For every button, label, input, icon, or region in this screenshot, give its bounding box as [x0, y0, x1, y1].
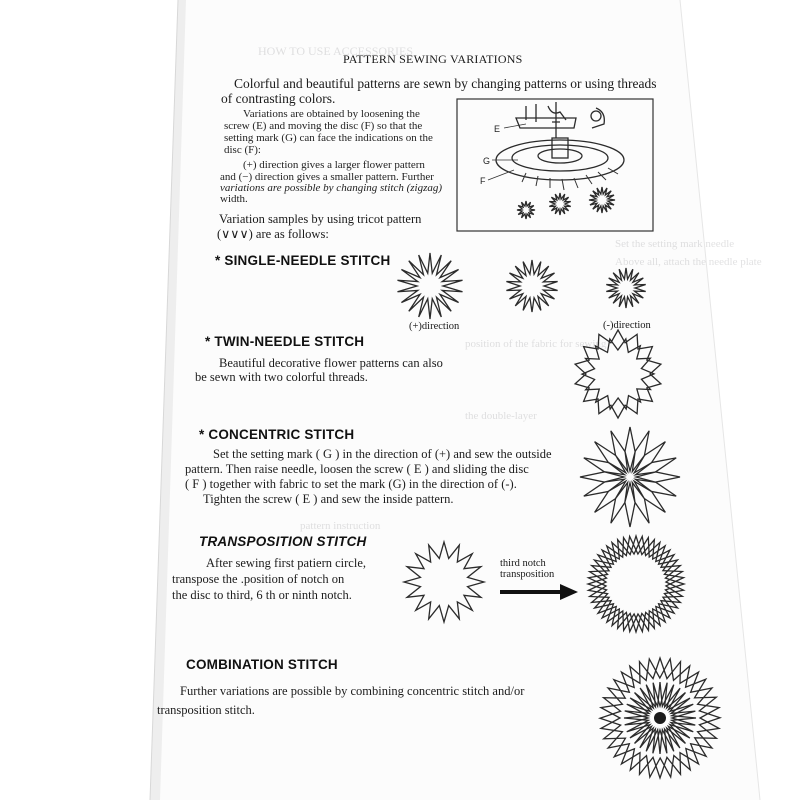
bleed-through-heading: HOW TO USE ACCESSORIES: [258, 44, 414, 58]
direction-line: width.: [220, 193, 248, 205]
transposition-line: After sewing first patiern circle,: [206, 556, 367, 570]
twin-needle-line: Beautiful decorative flower patterns can also: [219, 356, 443, 370]
arrow-label-line: third notch: [500, 558, 546, 569]
variation-line: setting mark (G) can face the indications on the: [224, 132, 433, 144]
transposition-line: the disc to third, 6 th or ninth notch.: [172, 588, 352, 602]
bleed-through-line: Set the setting mark needle: [615, 238, 735, 250]
flower-icon: [404, 542, 484, 622]
combination-line: Further variations are possible by combining concentric stitch and/or: [180, 684, 525, 698]
transposition-heading: TRANSPOSITION STITCH: [199, 534, 367, 549]
mini-flower-icon: [549, 193, 570, 215]
variation-line: Variations are obtained by loosening the: [243, 108, 420, 120]
minus-direction-label: (-)direction: [603, 320, 651, 331]
right-arrow-icon: [496, 580, 582, 604]
single-needle-heading: * SINGLE-NEEDLE STITCH: [215, 253, 391, 268]
variation-line: disc (F):: [224, 144, 261, 156]
flower-plus-icon: [398, 253, 463, 319]
combination-line: transposition stitch.: [157, 703, 255, 717]
sewing-machine-diagram: [456, 98, 656, 233]
single-needle-patterns: [390, 250, 670, 330]
concentric-heading: * CONCENTRIC STITCH: [199, 427, 355, 442]
samples-line: (∨∨∨) are as follows:: [217, 227, 329, 241]
samples-line: Variation samples by using tricot pattern: [219, 212, 422, 226]
flower-mid-icon: [506, 260, 557, 312]
intro-line: of contrasting colors.: [221, 91, 336, 106]
concentric-line: Set the setting mark ( G ) in the direction of (+) and sew the outside: [213, 447, 552, 461]
combination-pattern: [596, 654, 724, 782]
page-title: PATTERN SEWING VARIATIONS: [343, 52, 523, 66]
variation-line: screw (E) and moving the disc (F) so that the: [224, 120, 423, 132]
bleed-through-line: the double-layer: [465, 410, 537, 422]
bleed-through-line: pattern instruction: [300, 520, 381, 532]
label-g: G: [483, 156, 491, 166]
intro-line: Colorful and beautiful patterns are sewn by changing patterns or using threads: [234, 76, 657, 91]
transposition-line: transpose the .position of notch on: [172, 572, 345, 586]
direction-line: variations are possible by changing stitch (zigzag): [220, 182, 443, 194]
direction-line: (+) direction gives a larger flower pattern: [243, 159, 425, 171]
concentric-line: pattern. Then raise needle, loosen the screw ( E ) and sliding the disc: [185, 462, 529, 476]
concentric-line: Tighten the screw ( E ) and sew the inside pattern.: [203, 492, 454, 506]
transposed-flower-icon: [588, 536, 684, 632]
combination-flower-icon: [600, 658, 720, 778]
direction-line: and (−) direction gives a smaller pattern. Further: [220, 171, 434, 183]
combination-heading: COMBINATION STITCH: [186, 657, 338, 672]
transposition-source-pattern: [400, 538, 490, 628]
bleed-through-line: Above all, attach the needle plate: [615, 256, 762, 268]
flower-minus-icon: [606, 268, 645, 308]
concentric-pattern: [578, 425, 682, 529]
concentric-line: ( F ) together with fabric to set the mark (G) in the direction of (-).: [185, 477, 517, 491]
label-f: F: [480, 176, 486, 186]
twin-needle-pattern: [570, 326, 666, 422]
twin-needle-line: be sewn with two colorful threads.: [195, 370, 368, 384]
label-e: E: [494, 124, 501, 134]
arrow-label-line: transposition: [500, 569, 555, 580]
twin-needle-heading: * TWIN-NEEDLE STITCH: [205, 334, 365, 349]
plus-direction-label: (+)direction: [409, 321, 460, 332]
double-flower-icon: [575, 330, 661, 418]
mini-flower-icon: [589, 187, 615, 213]
bleed-through-line: position of the fabric for sewing: [465, 338, 607, 350]
concentric-flower-icon: [580, 427, 680, 527]
mini-flower-icon: [517, 201, 535, 219]
transposition-result-pattern: [584, 532, 688, 636]
